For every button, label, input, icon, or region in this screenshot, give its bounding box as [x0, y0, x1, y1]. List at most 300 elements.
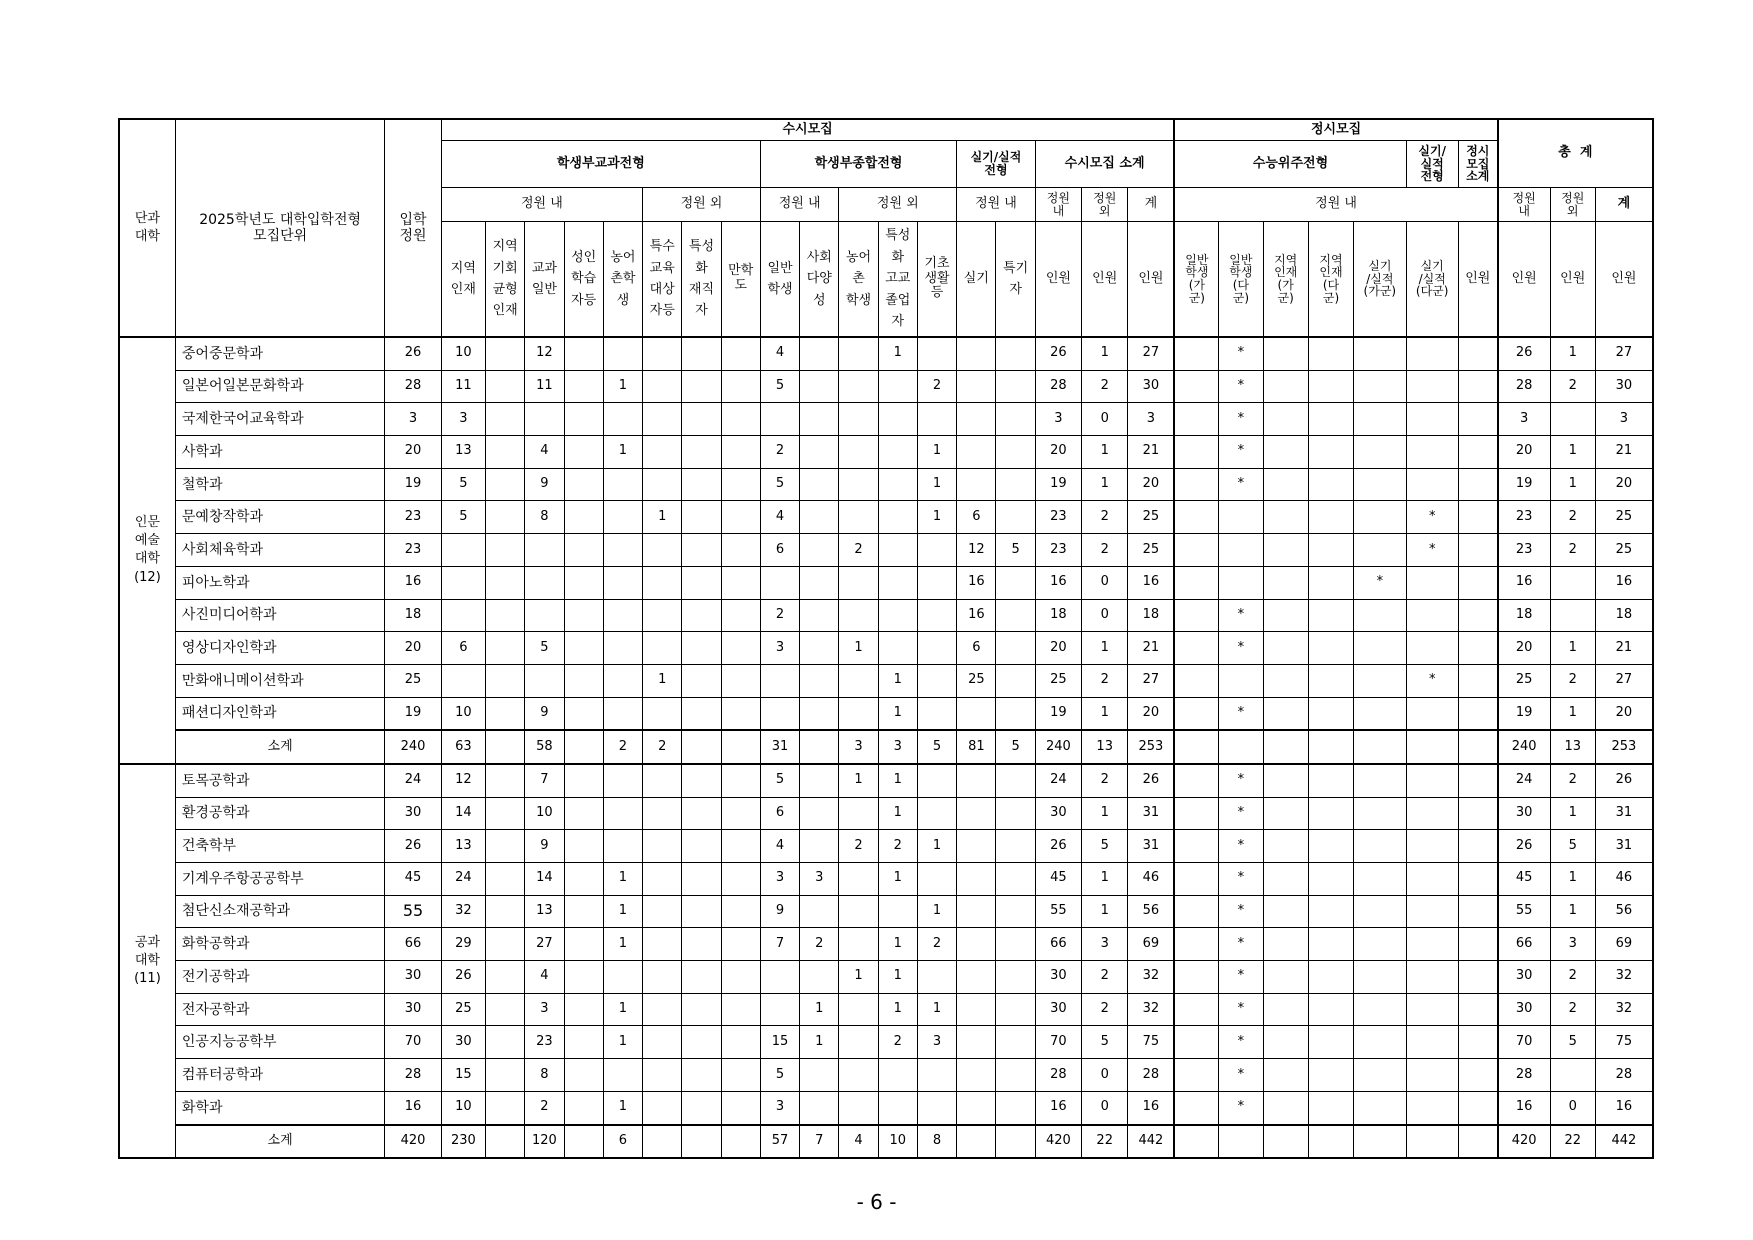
- data-cell: [1308, 1026, 1353, 1059]
- data-cell: [878, 501, 917, 534]
- data-cell: [839, 599, 878, 632]
- data-cell: [1308, 534, 1353, 567]
- data-cell: [1354, 337, 1406, 370]
- subtotal-cell: 81: [957, 730, 996, 764]
- data-cell: [1263, 863, 1308, 896]
- unit-name: 컴퓨터공학과: [175, 1059, 384, 1092]
- subtotal-cell: [1263, 1125, 1308, 1159]
- practical-jeongsi-header: 실기/ 실적 전형: [1406, 141, 1458, 188]
- data-cell: *: [1406, 534, 1458, 567]
- data-cell: 24: [1498, 764, 1550, 797]
- data-cell: [1263, 697, 1308, 730]
- data-cell: [957, 797, 996, 830]
- data-cell: [957, 1091, 996, 1124]
- data-cell: *: [1219, 961, 1263, 994]
- data-cell: [1263, 534, 1308, 567]
- data-cell: [1406, 928, 1458, 961]
- table-body: [119, 337, 1653, 1158]
- data-cell: 16: [1035, 566, 1081, 599]
- data-cell: [486, 797, 525, 830]
- data-cell: 16: [1498, 1091, 1550, 1124]
- data-cell: 1: [603, 863, 642, 896]
- data-cell: [878, 436, 917, 469]
- data-cell: 28: [1498, 370, 1550, 403]
- data-cell: 0: [1550, 1091, 1595, 1124]
- data-cell: [603, 566, 642, 599]
- data-cell: 30: [1035, 993, 1081, 1026]
- data-cell: 70: [1498, 1026, 1550, 1059]
- practical-susi-header: 실기/실적 전형: [957, 141, 1036, 188]
- jeongsi-col-5: 실기 /실적 (다군): [1406, 222, 1458, 338]
- data-cell: [1458, 337, 1497, 370]
- subtotal-cell: 22: [1550, 1125, 1595, 1159]
- sub-col-6: 특성 화 재직 자: [682, 222, 721, 338]
- data-cell: 28: [1498, 1059, 1550, 1092]
- data-cell: 1: [1082, 797, 1128, 830]
- data-cell: [1354, 830, 1406, 863]
- data-cell: [917, 566, 956, 599]
- data-cell: 23: [1035, 501, 1081, 534]
- data-cell: [1458, 534, 1497, 567]
- quota-cell: 45: [385, 863, 441, 896]
- data-cell: [441, 664, 485, 697]
- data-cell: 3: [1550, 928, 1595, 961]
- quota-cell: 26: [385, 337, 441, 370]
- data-cell: [564, 664, 603, 697]
- subtotal-cell: [1263, 730, 1308, 764]
- subtotal-cell: [1458, 730, 1497, 764]
- subtotal-cell: 240: [1035, 730, 1081, 764]
- data-cell: [1458, 566, 1497, 599]
- data-cell: [682, 501, 721, 534]
- quota-cell: 66: [385, 928, 441, 961]
- unit-name: 전기공학과: [175, 961, 384, 994]
- data-cell: [1174, 1059, 1218, 1092]
- data-cell: [996, 501, 1035, 534]
- data-cell: [1308, 797, 1353, 830]
- data-cell: 2: [1550, 534, 1595, 567]
- data-cell: [603, 599, 642, 632]
- data-cell: [1406, 863, 1458, 896]
- data-cell: [721, 403, 760, 436]
- data-cell: [603, 1059, 642, 1092]
- susi-header: 수시모집: [441, 119, 1174, 141]
- data-cell: 30: [1035, 961, 1081, 994]
- data-cell: 8: [525, 1059, 564, 1092]
- data-cell: [564, 436, 603, 469]
- data-cell: [1458, 664, 1497, 697]
- data-cell: [643, 797, 682, 830]
- data-cell: 2: [1082, 370, 1128, 403]
- data-cell: [1263, 928, 1308, 961]
- data-cell: [1354, 534, 1406, 567]
- data-cell: [1308, 337, 1353, 370]
- data-cell: 4: [760, 830, 799, 863]
- data-cell: 20: [1498, 632, 1550, 665]
- data-cell: [721, 764, 760, 797]
- unit-name: 첨단신소재공학과: [175, 895, 384, 928]
- data-cell: 13: [441, 436, 485, 469]
- data-cell: *: [1219, 895, 1263, 928]
- data-cell: 15: [760, 1026, 799, 1059]
- subtotal-cell: [996, 1125, 1035, 1159]
- college-header: 단과 대학: [119, 119, 175, 337]
- data-cell: 1: [643, 501, 682, 534]
- subtotal-row: [119, 1125, 1653, 1159]
- data-cell: [839, 863, 878, 896]
- data-cell: [643, 928, 682, 961]
- data-cell: [1308, 863, 1353, 896]
- subtotal-cell: [1354, 730, 1406, 764]
- data-cell: 1: [1550, 632, 1595, 665]
- data-cell: [1354, 863, 1406, 896]
- subtotal-cell: 8: [917, 1125, 956, 1159]
- data-cell: [564, 764, 603, 797]
- data-cell: [800, 370, 839, 403]
- jeongsi-headcount: 인원: [1458, 222, 1497, 338]
- subtotal-cell: [1406, 730, 1458, 764]
- subtotal-cell: 13: [1550, 730, 1595, 764]
- data-cell: 9: [525, 830, 564, 863]
- data-cell: [1263, 599, 1308, 632]
- data-cell: [878, 1059, 917, 1092]
- table-row: [119, 895, 1653, 928]
- data-cell: 23: [1035, 534, 1081, 567]
- data-cell: 0: [1082, 599, 1128, 632]
- data-cell: [603, 961, 642, 994]
- data-cell: [996, 797, 1035, 830]
- data-cell: [1263, 961, 1308, 994]
- data-cell: 1: [917, 993, 956, 1026]
- data-cell: 29: [441, 928, 485, 961]
- data-cell: [486, 566, 525, 599]
- subtotal-cell: 58: [525, 730, 564, 764]
- data-cell: 21: [1595, 632, 1653, 665]
- data-cell: [800, 1091, 839, 1124]
- data-cell: [721, 863, 760, 896]
- data-cell: [1458, 1026, 1497, 1059]
- data-cell: 5: [760, 764, 799, 797]
- data-cell: [486, 1091, 525, 1124]
- data-cell: [917, 697, 956, 730]
- unit-name: 국제한국어교육학과: [175, 403, 384, 436]
- data-cell: [1263, 337, 1308, 370]
- data-cell: 23: [1498, 501, 1550, 534]
- subtotal-cell: [1406, 1125, 1458, 1159]
- subtotal-cell: 7: [800, 1125, 839, 1159]
- subtotal-cell: 120: [525, 1125, 564, 1159]
- data-cell: [525, 566, 564, 599]
- jeongsi-col-2: 지역 인재 (가 군): [1263, 222, 1308, 338]
- susi-out-short: 정원 외: [1082, 188, 1128, 222]
- data-cell: 28: [1595, 1059, 1653, 1092]
- subtotal-cell: 253: [1595, 730, 1653, 764]
- total-headcount-in: 인원: [1498, 222, 1550, 338]
- data-cell: [1174, 403, 1218, 436]
- comprehensive-header: 학생부종합전형: [760, 141, 956, 188]
- data-cell: [1406, 1026, 1458, 1059]
- data-cell: 18: [1498, 599, 1550, 632]
- data-cell: [643, 764, 682, 797]
- data-cell: [800, 566, 839, 599]
- data-cell: 16: [957, 599, 996, 632]
- data-cell: [486, 664, 525, 697]
- data-cell: [1174, 632, 1218, 665]
- page-number: - 6 -: [856, 1190, 897, 1214]
- data-cell: [643, 697, 682, 730]
- data-cell: [1308, 895, 1353, 928]
- subtotal-cell: [957, 1125, 996, 1159]
- college-name: 인문 예술 대학 (12): [119, 337, 175, 764]
- data-cell: [800, 664, 839, 697]
- data-cell: [721, 830, 760, 863]
- data-cell: 19: [1035, 468, 1081, 501]
- data-cell: 14: [525, 863, 564, 896]
- susi-subtotal-header: 수시모집 소계: [1035, 141, 1174, 188]
- quota-cell: 20: [385, 632, 441, 665]
- data-cell: [643, 1026, 682, 1059]
- data-cell: 4: [525, 436, 564, 469]
- data-cell: [800, 895, 839, 928]
- subtotal-cell: 253: [1128, 730, 1175, 764]
- total-header: 총 계: [1498, 119, 1653, 188]
- data-cell: [1354, 501, 1406, 534]
- data-cell: 45: [1035, 863, 1081, 896]
- table-row: [119, 664, 1653, 697]
- data-cell: [643, 534, 682, 567]
- total-headcount-sum: 인원: [1595, 222, 1653, 338]
- data-cell: [564, 501, 603, 534]
- data-cell: [917, 764, 956, 797]
- data-cell: 5: [525, 632, 564, 665]
- data-cell: [682, 830, 721, 863]
- data-cell: [1308, 1059, 1353, 1092]
- data-cell: [1219, 664, 1263, 697]
- data-cell: [721, 961, 760, 994]
- data-cell: [1308, 501, 1353, 534]
- data-cell: [564, 928, 603, 961]
- susi-headcount-out: 인원: [1082, 222, 1128, 338]
- data-cell: [564, 370, 603, 403]
- data-cell: 70: [1035, 1026, 1081, 1059]
- data-cell: [721, 1059, 760, 1092]
- data-cell: [682, 764, 721, 797]
- subtotal-cell: [721, 1125, 760, 1159]
- data-cell: [800, 1059, 839, 1092]
- data-cell: [682, 566, 721, 599]
- data-cell: 26: [1035, 830, 1081, 863]
- data-cell: [1458, 370, 1497, 403]
- data-cell: [486, 895, 525, 928]
- data-cell: 23: [1498, 534, 1550, 567]
- data-cell: [1458, 403, 1497, 436]
- data-cell: 66: [1035, 928, 1081, 961]
- table-row: [119, 1091, 1653, 1124]
- data-cell: [1354, 468, 1406, 501]
- record-out-quota: 정원 외: [643, 188, 761, 222]
- data-cell: 20: [1498, 436, 1550, 469]
- data-cell: [525, 664, 564, 697]
- data-cell: [721, 993, 760, 1026]
- table-row: [119, 1026, 1653, 1059]
- data-cell: [643, 1059, 682, 1092]
- data-cell: [1308, 403, 1353, 436]
- table-row: [119, 928, 1653, 961]
- data-cell: [1406, 370, 1458, 403]
- subtotal-cell: 5: [996, 730, 1035, 764]
- data-cell: [1550, 1059, 1595, 1092]
- data-cell: [1308, 1091, 1353, 1124]
- data-cell: [1458, 895, 1497, 928]
- data-cell: 25: [957, 664, 996, 697]
- data-cell: [1354, 599, 1406, 632]
- sub-col-7: 만학 도: [721, 222, 760, 338]
- quota-header: 입학 정원: [385, 119, 441, 337]
- subtotal-cell: [1174, 1125, 1218, 1159]
- data-cell: [800, 403, 839, 436]
- data-cell: 6: [957, 501, 996, 534]
- data-cell: [564, 468, 603, 501]
- data-cell: 25: [1128, 501, 1175, 534]
- data-cell: [957, 895, 996, 928]
- data-cell: [1354, 993, 1406, 1026]
- data-cell: 1: [878, 764, 917, 797]
- data-cell: 75: [1595, 1026, 1653, 1059]
- data-cell: 30: [1035, 797, 1081, 830]
- data-cell: [643, 895, 682, 928]
- sub-col-10: 농어 촌 학생: [839, 222, 878, 338]
- subtotal-cell: [721, 730, 760, 764]
- data-cell: [1263, 632, 1308, 665]
- data-cell: 12: [441, 764, 485, 797]
- data-cell: 19: [1035, 697, 1081, 730]
- data-cell: 9: [525, 468, 564, 501]
- data-cell: [1458, 632, 1497, 665]
- data-cell: [486, 436, 525, 469]
- data-cell: [486, 534, 525, 567]
- data-cell: 16: [1128, 566, 1175, 599]
- data-cell: 1: [1082, 436, 1128, 469]
- data-cell: 5: [760, 468, 799, 501]
- data-cell: [1263, 764, 1308, 797]
- data-cell: [682, 599, 721, 632]
- data-cell: [682, 632, 721, 665]
- data-cell: 21: [1128, 632, 1175, 665]
- table-row: [119, 403, 1653, 436]
- data-cell: 2: [800, 928, 839, 961]
- susi-headcount-sum: 인원: [1128, 222, 1175, 338]
- unit-name: 화학공학과: [175, 928, 384, 961]
- subtotal-cell: [564, 1125, 603, 1159]
- data-cell: [800, 830, 839, 863]
- data-cell: [643, 961, 682, 994]
- data-cell: [1406, 797, 1458, 830]
- subtotal-cell: 420: [1035, 1125, 1081, 1159]
- data-cell: *: [1219, 337, 1263, 370]
- data-cell: 1: [603, 370, 642, 403]
- subtotal-cell: [682, 730, 721, 764]
- subtotal-cell: [682, 1125, 721, 1159]
- data-cell: [486, 403, 525, 436]
- data-cell: [721, 370, 760, 403]
- data-cell: [564, 895, 603, 928]
- jeongsi-col-3: 지역 인재 (다 군): [1308, 222, 1353, 338]
- data-cell: [800, 534, 839, 567]
- data-cell: 5: [760, 1059, 799, 1092]
- data-cell: 26: [1498, 337, 1550, 370]
- data-cell: [957, 764, 996, 797]
- data-cell: [682, 1059, 721, 1092]
- susi-in-short: 정원 내: [1035, 188, 1081, 222]
- table-row: [119, 501, 1653, 534]
- data-cell: 1: [839, 961, 878, 994]
- unit-name: 사진미디어학과: [175, 599, 384, 632]
- data-cell: [917, 599, 956, 632]
- quota-cell: 3: [385, 403, 441, 436]
- data-cell: [1406, 468, 1458, 501]
- data-cell: [957, 697, 996, 730]
- data-cell: [1174, 830, 1218, 863]
- data-cell: [1406, 599, 1458, 632]
- data-cell: [1308, 632, 1353, 665]
- data-cell: [957, 468, 996, 501]
- data-cell: [643, 468, 682, 501]
- data-cell: [957, 337, 996, 370]
- data-cell: [1406, 436, 1458, 469]
- data-cell: [441, 599, 485, 632]
- data-cell: [996, 370, 1035, 403]
- data-cell: [800, 632, 839, 665]
- quota-cell: 23: [385, 501, 441, 534]
- data-cell: *: [1219, 830, 1263, 863]
- table-row: [119, 337, 1653, 370]
- data-cell: [682, 697, 721, 730]
- data-cell: [564, 797, 603, 830]
- data-cell: [839, 1059, 878, 1092]
- data-cell: [1263, 797, 1308, 830]
- data-cell: [1406, 961, 1458, 994]
- data-cell: 2: [878, 830, 917, 863]
- data-cell: 2: [1082, 501, 1128, 534]
- subtotal-cell: 10: [878, 1125, 917, 1159]
- data-cell: 8: [525, 501, 564, 534]
- subtotal-cell: [1308, 730, 1353, 764]
- data-cell: 0: [1082, 566, 1128, 599]
- data-cell: [1308, 599, 1353, 632]
- table-row: [119, 1059, 1653, 1092]
- data-cell: 26: [1498, 830, 1550, 863]
- quota-cell: 30: [385, 797, 441, 830]
- data-cell: [1458, 830, 1497, 863]
- data-cell: [603, 403, 642, 436]
- data-cell: [1550, 566, 1595, 599]
- data-cell: [1174, 797, 1218, 830]
- data-cell: [643, 993, 682, 1026]
- data-cell: [643, 830, 682, 863]
- data-cell: [996, 1026, 1035, 1059]
- data-cell: [603, 534, 642, 567]
- data-cell: [917, 1091, 956, 1124]
- unit-name: 인공지능공학부: [175, 1026, 384, 1059]
- sub-col-0: 지역 인재: [441, 222, 485, 338]
- data-cell: [486, 337, 525, 370]
- data-cell: [603, 632, 642, 665]
- unit-name: 기계우주항공공학부: [175, 863, 384, 896]
- data-cell: [721, 436, 760, 469]
- data-cell: [1174, 468, 1218, 501]
- data-cell: 1: [839, 632, 878, 665]
- data-cell: 1: [917, 436, 956, 469]
